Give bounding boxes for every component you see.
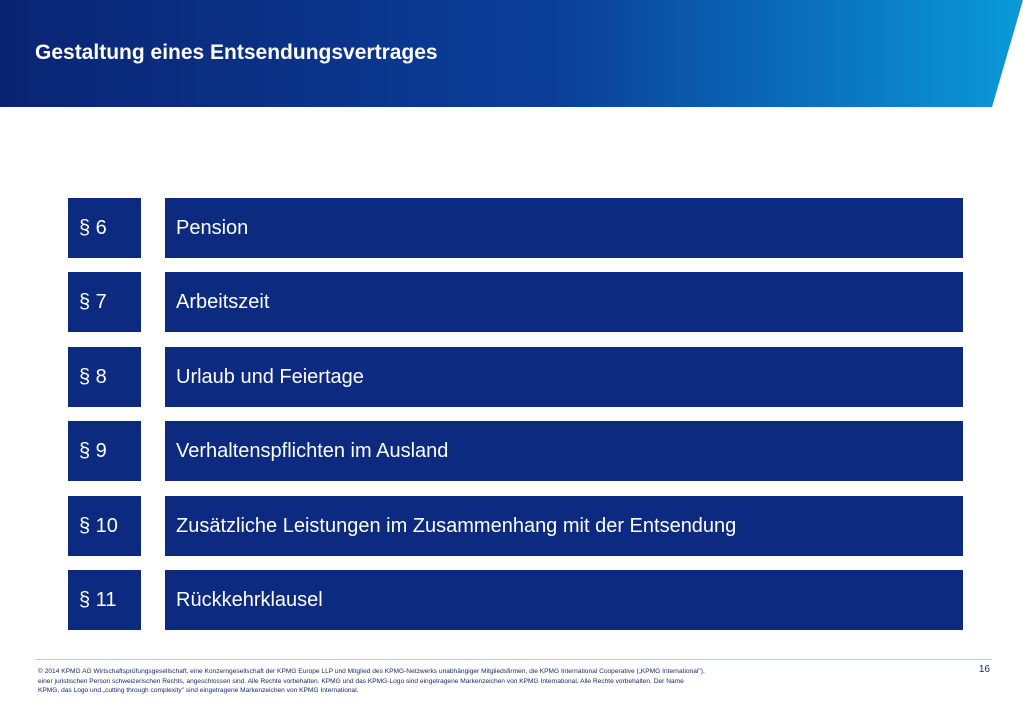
paragraph-number: § 6 bbox=[68, 198, 141, 258]
list-item bbox=[68, 570, 963, 630]
paragraph-label: Rückkehrklausel bbox=[165, 570, 963, 630]
paragraph-number: § 8 bbox=[68, 347, 141, 407]
paragraph-label: Urlaub und Feiertage bbox=[165, 347, 963, 407]
paragraph-label: Arbeitszeit bbox=[165, 272, 963, 332]
footer-line: einer juristischen Person schweizerischen Rechts, angeschlossen sind. Alle Rechte vorbehalten. KPMG und das KPMG-Logo sind eingetragene Markenzeichen von KPMG International. Alle Rechte vorbehalten. Der Name bbox=[38, 677, 684, 685]
paragraph-number: § 7 bbox=[68, 272, 141, 332]
paragraph-number: § 10 bbox=[68, 496, 141, 556]
page-title: Gestaltung eines Entsendungsvertrages bbox=[35, 41, 438, 64]
paragraph-label: Verhaltenspflichten im Ausland bbox=[165, 421, 963, 481]
list-item bbox=[68, 421, 963, 481]
header-banner bbox=[0, 0, 1023, 107]
footer-line: © 2014 KPMG AG Wirtschaftsprüfungsgesellschaft, eine Konzerngesellschaft der KPMG Europe LLP und Mitglied des KPMG-Netzwerks unabhängiger Mitgliedsfirmen, die KPMG International Cooperative („KPMG International"), bbox=[38, 668, 705, 675]
paragraph-label: Zusätzliche Leistungen im Zusammenhang mit der Entsendung bbox=[165, 496, 963, 556]
list-item bbox=[68, 198, 963, 258]
list-item bbox=[68, 347, 963, 407]
list-item bbox=[68, 496, 963, 556]
paragraph-label: Pension bbox=[165, 198, 963, 258]
list-item bbox=[68, 272, 963, 332]
paragraph-list bbox=[68, 198, 963, 644]
footer-copyright bbox=[38, 667, 858, 696]
footer-line: KPMG, das Logo und „cutting through complexity" sind eingetragene Markenzeichen von KPMG International. bbox=[38, 687, 359, 694]
footer-divider bbox=[35, 659, 992, 660]
paragraph-number: § 11 bbox=[68, 570, 141, 630]
paragraph-number: § 9 bbox=[68, 421, 141, 481]
page-number: 16 bbox=[978, 664, 990, 675]
